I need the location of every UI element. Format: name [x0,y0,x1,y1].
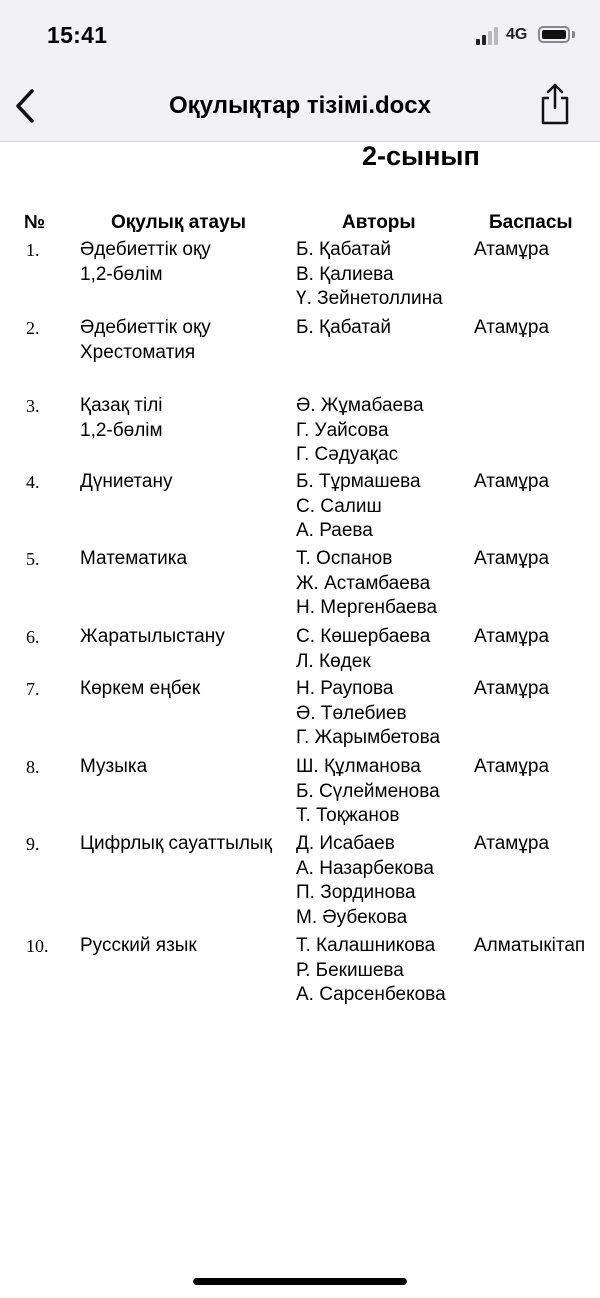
row-number: 5. [26,549,40,569]
column-header-publisher: Баспасы [489,212,573,233]
column-header-title: Оқулық атауы [111,212,246,233]
author-list [296,470,421,544]
title-line: Әдебиеттік оқу [80,317,211,338]
column-header-num: № [24,212,46,233]
author-list [296,238,443,312]
row-number: 2. [26,318,40,338]
row-number: 4. [26,472,40,492]
title-line: Музыка [80,756,148,777]
author-list [296,547,437,621]
share-icon [535,80,575,126]
column-header-authors: Авторы [342,212,416,233]
author-name: М. Әубекова [296,907,408,929]
publisher: Атамұра [474,317,550,338]
textbook-title [80,394,163,443]
author-list [296,755,440,829]
author-name: Б. Қабатай [296,239,391,260]
author-name: В. Қалиева [296,263,394,285]
network-type: 4G [506,26,528,43]
publisher: Атамұра [474,833,550,854]
author-name: Ж. Астамбаева [296,572,431,594]
class-heading: 2-сынып [362,141,480,171]
author-name: А. Раева [296,520,373,542]
textbook-title [80,470,172,495]
status-time: 15:41 [47,22,108,48]
author-name: С. Көшербаева [296,626,431,647]
textbook-title [80,238,211,287]
title-line: Жаратылыстану [80,626,225,647]
row-number: 9. [26,834,40,854]
author-name: А. Сарсенбекова [296,984,446,1006]
publisher: Атамұра [474,678,550,699]
battery-cap [572,31,575,38]
row-number: 10. [26,936,49,956]
author-list [296,625,430,674]
author-name: П. Зординова [296,882,416,904]
author-name: Ү. Зейнетоллина [296,288,443,310]
textbook-title [80,755,147,780]
title-line: 1,2-бөлім [80,419,163,441]
author-name: Б. Сүлейменова [296,780,440,802]
author-name: Ә. Төлебиев [296,702,407,724]
row-number: 7. [26,679,40,699]
row-number: 8. [26,757,40,777]
textbook-title [80,677,200,702]
row-number: 6. [26,627,40,647]
author-list [296,677,440,751]
top-bar [0,0,600,142]
document-title: Оқулықтар тізімі.docx [168,92,432,119]
author-name: А. Назарбекова [296,857,434,879]
author-name: Л. Көдек [296,650,371,672]
title-line: Әдебиеттік оқу [80,239,211,260]
publisher: Алматыкітап [474,935,586,956]
textbook-title [80,316,211,365]
author-name: Р. Бекишева [296,959,404,981]
author-name: Г. Сәдуақас [296,444,399,466]
home-indicator[interactable] [193,1278,407,1285]
author-name: Д. Исабаев [296,833,395,854]
publisher: Атамұра [474,239,550,260]
share-button[interactable] [535,80,575,126]
textbook-title [80,625,225,650]
author-name: Г. Жарымбетова [296,727,441,749]
author-name: Т. Тоқжанов [296,805,400,827]
author-name: С. Салиш [296,495,382,517]
title-line: Цифрлық сауаттылық [80,833,272,854]
textbook-title [80,547,187,572]
textbook-title [80,934,197,959]
author-list [296,934,446,1008]
cellular-signal-icon [476,27,500,45]
title-line: 1,2-бөлім [80,263,163,285]
row-number: 3. [26,396,40,416]
title-line: Қазақ тілі [80,395,163,416]
author-name: Ә. Жұмабаева [296,395,424,416]
author-name: Ш. Құлманова [296,756,421,777]
author-name: Г. Уайсова [296,419,389,441]
row-number: 1. [26,240,40,260]
battery-icon [538,26,570,43]
textbook-title [80,832,272,857]
author-list [296,394,424,468]
author-name: Т. Калашникова [296,935,436,956]
author-name: Н. Раупова [296,678,394,699]
publisher: Атамұра [474,471,550,492]
author-name: Н. Мергенбаева [296,597,438,619]
author-name: Т. Оспанов [296,548,393,569]
title-line: Хрестоматия [80,341,196,363]
title-line: Көркем еңбек [80,678,201,699]
author-list [296,832,434,931]
author-name: Б. Тұрмашева [296,471,421,492]
publisher: Атамұра [474,626,550,647]
publisher: Атамұра [474,548,550,569]
title-line: Русский язык [80,935,197,956]
publisher: Атамұра [474,756,550,777]
title-line: Дүниетану [80,471,173,492]
title-line: Математика [80,548,188,569]
author-name: Б. Қабатай [296,317,391,338]
author-list [296,316,391,341]
